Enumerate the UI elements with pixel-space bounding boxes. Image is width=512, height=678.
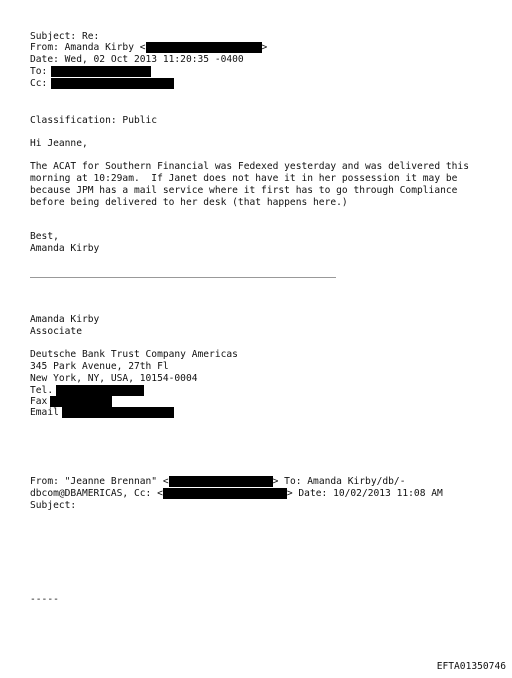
from-close: > — [261, 42, 268, 53]
redacted-quoted-from — [169, 476, 273, 487]
signature-name: Amanda Kirby — [30, 314, 100, 325]
body-line: because JPM has a mail service where it first has to go through Compliance — [30, 185, 458, 196]
date-line: Date: Wed, 02 Oct 2013 11:20:35 -0400 — [30, 54, 244, 65]
to-line — [30, 66, 151, 77]
quoted-date: > Date: 10/02/2013 11:08 AM — [286, 488, 443, 499]
message-separator: ----- — [30, 594, 59, 605]
quoted-cc-label: dbcom@DBAMERICAS, Cc: < — [30, 488, 163, 499]
redacted-fax — [50, 396, 112, 407]
email-label: Email — [30, 407, 59, 418]
body-line: before being delivered to her desk (that happens here.) — [30, 197, 348, 208]
quoted-subject: Subject: — [30, 500, 77, 511]
body-line: morning at 10:29am. If Janet does not have it in her possession it may be — [30, 173, 458, 184]
quoted-cc-line — [30, 488, 443, 499]
signer-name: Amanda Kirby — [30, 243, 100, 254]
from-label: From: Amanda Kirby < — [30, 42, 146, 53]
greeting: Hi Jeanne, — [30, 138, 88, 149]
document-id: EFTA01350746 — [436, 661, 506, 672]
redacted-email — [62, 407, 174, 418]
fax-label: Fax — [30, 396, 48, 407]
tel-label: Tel. — [30, 385, 54, 396]
subject-line: Subject: Re: — [30, 31, 100, 42]
signature-fax — [30, 396, 112, 407]
redacted-quoted-cc — [163, 488, 287, 499]
redacted-tel — [56, 385, 144, 396]
quoted-to: > To: Amanda Kirby/db/- — [272, 476, 406, 487]
classification: Classification: Public — [30, 115, 158, 126]
body-line: The ACAT for Southern Financial was Fedexed yesterday and was delivered this — [30, 161, 469, 172]
signature-email — [30, 407, 174, 418]
signature-title: Associate — [30, 326, 82, 337]
signature-address-2: New York, NY, USA, 10154-0004 — [30, 373, 198, 384]
signature-divider — [30, 277, 336, 278]
from-line — [30, 42, 267, 53]
cc-label: Cc: — [30, 78, 48, 89]
redacted-to — [51, 66, 151, 77]
to-label: To: — [30, 66, 48, 77]
closing: Best, — [30, 231, 59, 242]
quoted-from-line — [30, 476, 405, 487]
signature-address-1: 345 Park Avenue, 27th Fl — [30, 361, 169, 372]
signature-company: Deutsche Bank Trust Company Americas — [30, 349, 238, 360]
redacted-from-email — [146, 42, 262, 53]
quoted-from-label: From: "Jeanne Brennan" < — [30, 476, 169, 487]
redacted-cc — [51, 78, 174, 89]
cc-line — [30, 78, 174, 89]
signature-tel — [30, 385, 144, 396]
